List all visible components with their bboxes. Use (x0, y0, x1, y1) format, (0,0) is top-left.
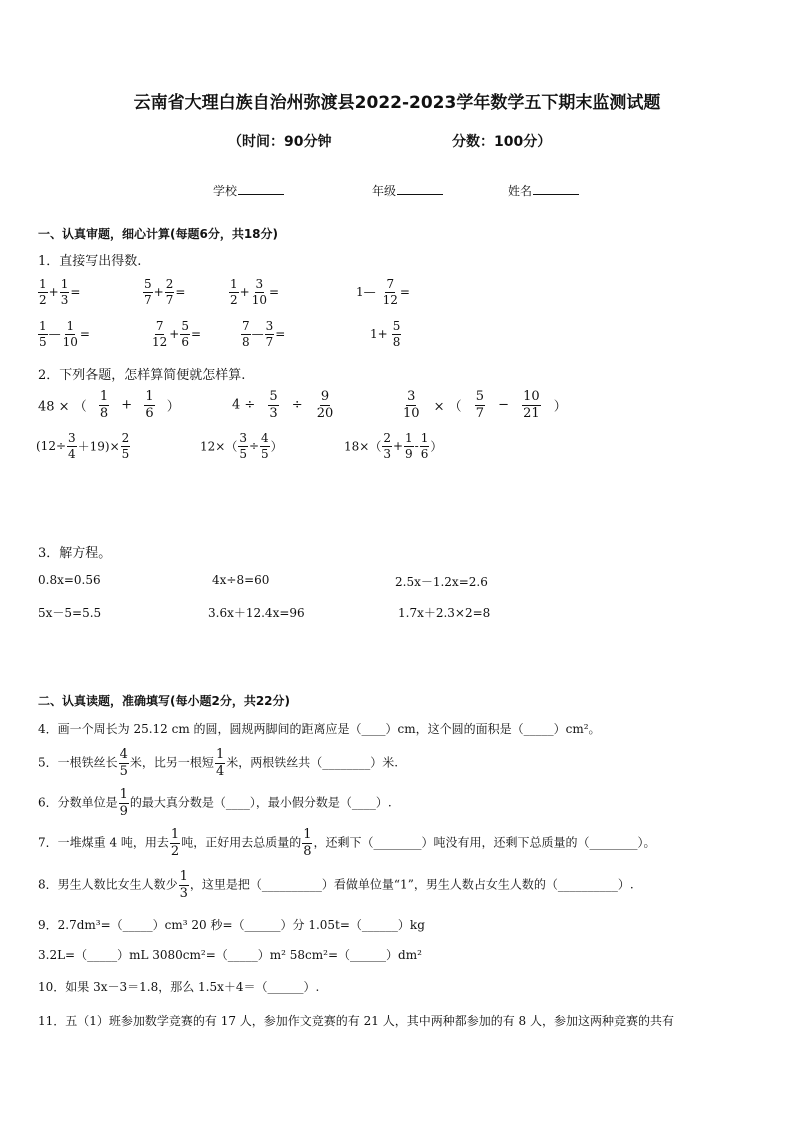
equation-5: 3.6x＋12.4x=96 (208, 606, 305, 620)
page-title: 云南省大理白族自治州弥渡县2022-2023学年数学五下期末监测试题 (133, 93, 661, 113)
grade-field[interactable] (372, 182, 443, 199)
equation-4: 5x－5=5.5 (38, 606, 102, 620)
name-field[interactable] (508, 182, 579, 199)
q1-item-4: 1— $\frac{7}{12}$ = (356, 277, 410, 307)
section2-heading: 二、认真读题，准确填写(每小题2分，共22分) (38, 694, 291, 708)
q1-item-2: $\frac{5}{7}$ + $\frac{2}{7}$ = (144, 277, 186, 307)
equation-6: 1.7x＋2.3×2=8 (398, 606, 491, 620)
q1-item-5: $\frac{1}{5}$ — $\frac{1}{10}$ = (39, 319, 90, 349)
q2-expr-6: 18×（ $\frac{2}{3}$ + $\frac{1}{9}$ - $\frac{1}{6}$ ） (344, 431, 443, 461)
q2-expr-1: 48 × （ $\frac{1}{8}$ + $\frac{1}{6}$ ） (38, 389, 180, 421)
equation-3: 2.5x－1.2x=2.6 (395, 575, 488, 589)
q2-expr-5: 12×（ $\frac{3}{5}$ ÷ $\frac{4}{5}$ ） (200, 431, 283, 461)
question-11: 11．五（1）班参加数学竞赛的有 17 人，参加作文竞赛的有 21 人，其中两种都参加的有 8 人，参加这两种竞赛的共有 (38, 1014, 674, 1028)
q1-item-8: 1+ $\frac{5}{8}$ (370, 319, 401, 349)
name-label: 姓名 (508, 184, 533, 198)
q1-item-1: $\frac{1}{2}$ + $\frac{1}{3}$ = (39, 277, 81, 307)
q1-item-6: $\frac{7}{12}$ + $\frac{5}{6}$ = (152, 319, 202, 349)
question-7: 7．一堆煤重 4 吨，用去 $\frac{1}{2}$ 吨，正好用去总质量的 $\frac{1}{8}$ ，还剩下（________）吨没有用，还剩下总质量的（________）。 (38, 827, 656, 859)
equation-1: 0.8x=0.56 (38, 573, 101, 587)
q1-label: 1．直接写出得数. (38, 254, 142, 269)
question-9-line-2: 3.2L=（_____）mL 3080cm²=（_____）m² 58cm²=（______）dm² (38, 948, 422, 962)
grade-label: 年级 (372, 184, 397, 198)
school-field[interactable] (213, 182, 284, 199)
q2-expr-4: (12÷ $\frac{3}{4}$ ＋19)× $\frac{2}{5}$ (36, 431, 130, 461)
question-8: 8．男生人数比女生人数少 $\frac{1}{3}$ ，这里是把（__________）看做单位量“1”，男生人数占女生人数的（__________）. (38, 869, 634, 901)
question-5: 5．一根铁丝长 $\frac{4}{5}$ 米，比另一根短 $\frac{1}{4}$ 米，两根铁丝共（________）米. (38, 747, 399, 779)
question-4: 4．画一个周长为 25.12 cm 的圆，圆规两脚间的距离应是（____）cm，这个圆的面积是（_____）cm²。 (38, 722, 601, 736)
section1-heading: 一、认真审题，细心计算(每题6分，共18分) (38, 227, 279, 241)
equation-2: 4x÷8=60 (212, 573, 270, 587)
q2-expr-2: 4 ÷ $\frac{5}{3}$ ÷ $\frac{9}{20}$ (232, 389, 334, 421)
q2-expr-3: $\frac{3}{10}$ × （ $\frac{5}{7}$ − $\frac{10}{21}$ ） (403, 389, 567, 421)
question-10: 10．如果 3x－3＝1.8，那么 1.5x＋4＝（______）. (38, 980, 320, 994)
q2-label: 2．下列各题，怎样算简便就怎样算. (38, 368, 246, 383)
q1-item-3: $\frac{1}{2}$ + $\frac{3}{10}$ = (230, 277, 280, 307)
exam-time: （时间：90分钟 (228, 134, 332, 150)
school-label: 学校 (213, 184, 238, 198)
q1-item-7: $\frac{7}{8}$ — $\frac{3}{7}$ = (242, 319, 286, 349)
q3-label: 3．解方程。 (38, 546, 112, 561)
exam-score: 分数：100分） (452, 134, 552, 150)
question-6: 6．分数单位是 $\frac{1}{9}$ 的最大真分数是（____），最小假分数是（____）. (38, 787, 392, 819)
question-9-line-1: 9．2.7dm³=（_____）cm³ 20 秒=（______）分 1.05t=（______）kg (38, 918, 425, 932)
